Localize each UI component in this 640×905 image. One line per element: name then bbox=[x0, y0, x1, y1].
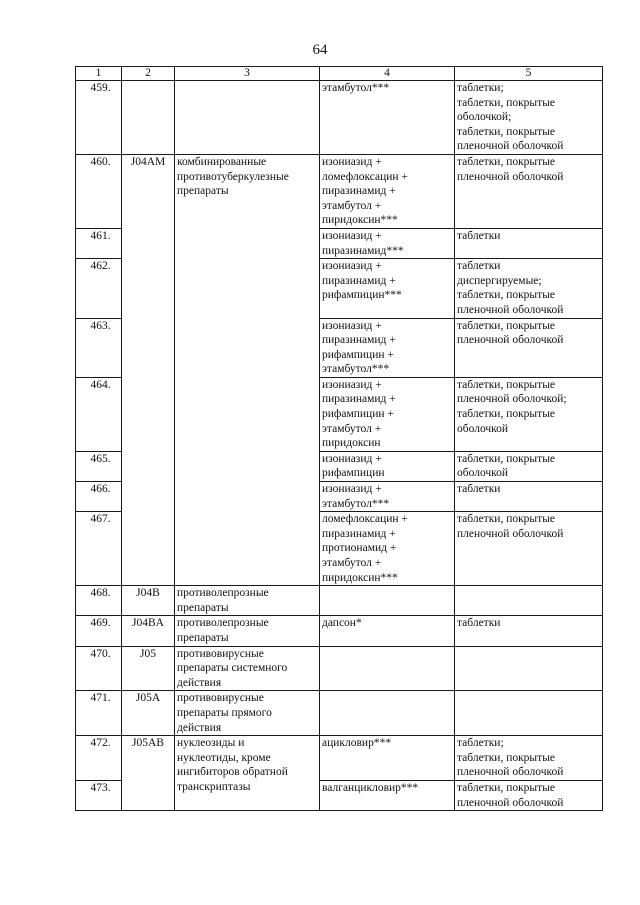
row-number: 463. bbox=[76, 318, 122, 377]
row-number: 471. bbox=[76, 691, 122, 736]
group-cell: комбинированные противотуберкулезные препараты bbox=[175, 154, 320, 585]
inn-cell: ацикловир*** bbox=[320, 736, 455, 781]
header-col-4: 4 bbox=[320, 67, 455, 81]
dosage-form-cell: таблетки, покрытые пленочной оболочкой bbox=[455, 154, 603, 228]
atc-code-cell: J05 bbox=[122, 646, 175, 691]
table-row bbox=[76, 691, 603, 736]
row-number: 469. bbox=[76, 616, 122, 646]
dosage-form-cell: таблетки; таблетки, покрытые оболочкой; таблетки, покрытые пленочной оболочкой bbox=[455, 81, 603, 155]
inn-cell: дапсон* bbox=[320, 616, 455, 646]
atc-code-cell bbox=[122, 81, 175, 155]
dosage-form-cell bbox=[455, 691, 603, 736]
inn-cell bbox=[320, 691, 455, 736]
group-cell: противовирусные препараты системного действия bbox=[175, 646, 320, 691]
inn-cell: изониазид + этамбутол*** bbox=[320, 482, 455, 512]
inn-cell: изониазид + пиразинамид + рифампицин + этамбутол + пиридоксин bbox=[320, 377, 455, 451]
header-col-5: 5 bbox=[455, 67, 603, 81]
group-cell: нуклеозиды и нуклеотиды, кроме ингибиторов обратной транскриптазы bbox=[175, 736, 320, 811]
row-number: 467. bbox=[76, 512, 122, 586]
dosage-form-cell: таблетки, покрытые пленочной оболочкой bbox=[455, 318, 603, 377]
header-col-2: 2 bbox=[122, 67, 175, 81]
table-row bbox=[76, 736, 603, 781]
header-col-1: 1 bbox=[76, 67, 122, 81]
dosage-form-cell: таблетки диспергируемые; таблетки, покрытые пленочной оболочкой bbox=[455, 259, 603, 318]
atc-code-cell: J05AB bbox=[122, 736, 175, 811]
inn-cell: изониазид + пиразинамид + рифампицин + этамбутол*** bbox=[320, 318, 455, 377]
group-cell: противовирусные препараты прямого действия bbox=[175, 691, 320, 736]
inn-cell bbox=[320, 586, 455, 616]
dosage-form-cell: таблетки, покрытые оболочкой bbox=[455, 451, 603, 481]
dosage-form-cell: таблетки bbox=[455, 482, 603, 512]
row-number: 461. bbox=[76, 228, 122, 258]
atc-code-cell: J04B bbox=[122, 586, 175, 616]
table-row bbox=[76, 586, 603, 616]
table-row bbox=[76, 154, 603, 228]
atc-code-cell: J04AM bbox=[122, 154, 175, 585]
inn-cell: этамбутол*** bbox=[320, 81, 455, 155]
row-number: 464. bbox=[76, 377, 122, 451]
dosage-form-cell: таблетки bbox=[455, 616, 603, 646]
inn-cell: валганцикловир*** bbox=[320, 780, 455, 810]
inn-cell: ломефлоксацин + пиразинамид + протионамид + этамбутол + пиридоксин*** bbox=[320, 512, 455, 586]
dosage-form-cell bbox=[455, 646, 603, 691]
table-row bbox=[76, 81, 603, 155]
drug-table bbox=[75, 66, 603, 811]
group-cell bbox=[175, 81, 320, 155]
table-row bbox=[76, 646, 603, 691]
dosage-form-cell: таблетки, покрытые пленочной оболочкой bbox=[455, 512, 603, 586]
dosage-form-cell bbox=[455, 586, 603, 616]
table-row bbox=[76, 616, 603, 646]
row-number: 466. bbox=[76, 482, 122, 512]
header-col-3: 3 bbox=[175, 67, 320, 81]
inn-cell: изониазид + рифампицин bbox=[320, 451, 455, 481]
row-number: 465. bbox=[76, 451, 122, 481]
dosage-form-cell: таблетки, покрытые пленочной оболочкой; таблетки, покрытые оболочкой bbox=[455, 377, 603, 451]
dosage-form-cell: таблетки, покрытые пленочной оболочкой bbox=[455, 780, 603, 810]
row-number: 462. bbox=[76, 259, 122, 318]
row-number: 472. bbox=[76, 736, 122, 781]
atc-code-cell: J04BA bbox=[122, 616, 175, 646]
inn-cell bbox=[320, 646, 455, 691]
row-number: 468. bbox=[76, 586, 122, 616]
row-number: 473. bbox=[76, 780, 122, 810]
atc-code-cell: J05A bbox=[122, 691, 175, 736]
row-number: 460. bbox=[76, 154, 122, 228]
group-cell: противолепрозные препараты bbox=[175, 586, 320, 616]
row-number: 459. bbox=[76, 81, 122, 155]
group-cell: противолепрозные препараты bbox=[175, 616, 320, 646]
header-row bbox=[76, 67, 603, 81]
inn-cell: изониазид + ломефлоксацин + пиразинамид + этамбутол + пиридоксин*** bbox=[320, 154, 455, 228]
dosage-form-cell: таблетки; таблетки, покрытые пленочной оболочкой bbox=[455, 736, 603, 781]
page-number: 64 bbox=[312, 42, 328, 58]
dosage-form-cell: таблетки bbox=[455, 228, 603, 258]
inn-cell: изониазид + пиразинамид*** bbox=[320, 228, 455, 258]
row-number: 470. bbox=[76, 646, 122, 691]
inn-cell: изониазид + пиразинамид + рифампицин*** bbox=[320, 259, 455, 318]
